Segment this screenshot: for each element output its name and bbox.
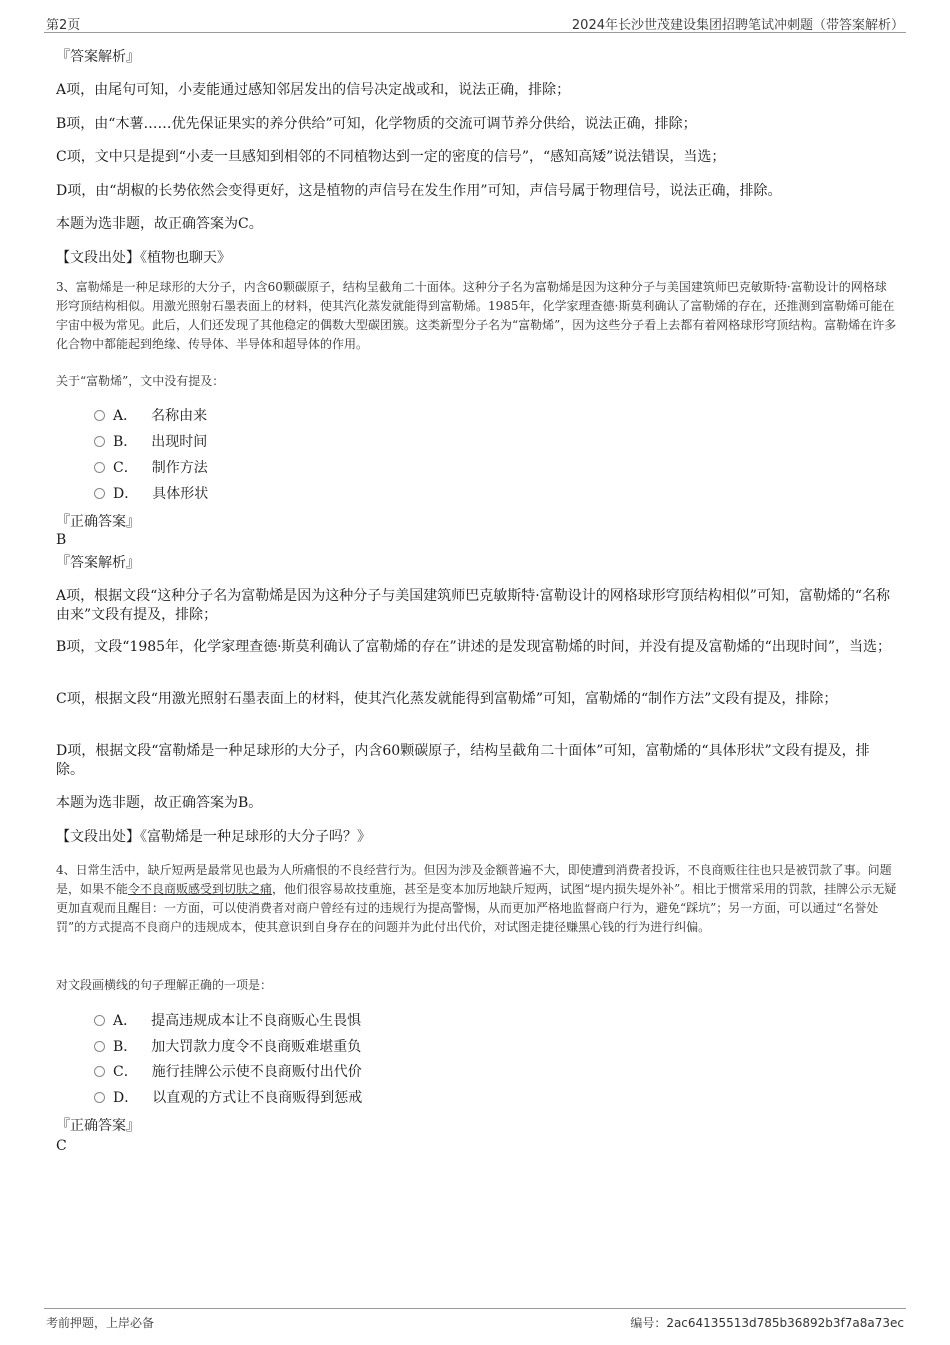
analysis-heading: 『答案解析』 [56,49,140,65]
analysis-line: B项，由“木薯……优先保证果实的养分供给”可知，化学物质的交流可调节养分供给，说法正确，排除； [56,116,697,132]
option-d[interactable]: D． 具体形状 [94,484,208,504]
radio-icon[interactable] [94,1041,105,1052]
radio-icon[interactable] [94,410,105,421]
analysis-heading: 『答案解析』 [56,555,140,571]
option-d[interactable]: D． 以直观的方式让不良商贩得到惩戒 [94,1088,362,1108]
answer-heading: 『正确答案』 [56,514,140,530]
analysis-line: D项，由“胡椒的长势依然会变得更好，这是植物的声信号在发生作用”可知，声信号属于物理信号，说法正确，排除。 [56,183,782,199]
option-b[interactable]: B． 出现时间 [94,432,207,452]
analysis-line: A项，根据文段“这种分子名为富勒烯是因为这种分子与美国建筑师巴克敏斯特·富勒设计的网格球形穹顶结构相似”可知，富勒烯的“名称由来”文段有提及，排除； [56,588,891,623]
analysis-line: C项，根据文段“用激光照射石墨表面上的材料，使其汽化蒸发就能得到富勒烯”可知，富勒烯的“制作方法”文段有提及，排除； [56,691,838,707]
page-number: 第2页 [46,18,81,33]
question-passage: 3、富勒烯是一种足球形的大分子，内含60颗碳原子，结构呈截角二十面体。这种分子名为富勒烯是因为这种分子与美国建筑师巴克敏斯特·富勒设计的网格球形穹顶结构相似。用激光照射石墨表面上的材料，使其汽化蒸发就能得到富勒烯。1985年，化学家理查德·斯莫利确认了富勒烯的存在，还推测到富勒烯可能在宇宙中极为常见。此后，人们还发现了其他稳定的偶数大型碳团簇。这类新型分子名为“富勒烯”，因为这些分子看上去都有着网格球形穹顶结构。富勒烯在许多化合物中都能起到绝缘、传导体、半导体和超导体的作用。 [56,280,897,351]
option-a[interactable]: A． 名称由来 [94,406,207,426]
page-header [44,12,906,33]
radio-icon[interactable] [94,1015,105,1026]
radio-icon[interactable] [94,488,105,499]
question-passage: 4、日常生活中，缺斤短两是最常见也最为人所痛恨的不良经营行为。但因为涉及金额普遍不大，即使遭到消费者投诉，不良商贩往往也只是被罚款了事。问题是，如果不能令不良商贩感受到切肤之痛，他们很容易故技重施，甚至是变本加厉地缺斤短两，试图“堤内损失堤外补”。相比于惯常采用的罚款，挂牌公示无疑更加直观而且醒目：一方面，可以使消费者对商户曾经有过的违规行为提高警惕，从而更加严格地监督商户行为，避免“踩坑”；另一方面，可以通过“名誉处罚”的方式提高不良商户的违规成本，使其意识到自身存在的问题并为此付出代价，对试图走捷径赚黑心钱的行为进行纠偏。 [56,863,897,934]
document-title: 2024年长沙世茂建设集团招聘笔试冲刺题（带答案解析） [571,18,904,33]
analysis-line: D项，根据文段“富勒烯是一种足球形的大分子，内含60颗碳原子，结构呈截角二十面体”可知，富勒烯的“具体形状”文段有提及，排除。 [56,743,870,778]
question-stem: 关于“富勒烯”，文中没有提及： [56,374,225,388]
radio-icon[interactable] [94,1092,105,1103]
option-c[interactable]: C． 施行挂牌公示使不良商贩付出代价 [94,1062,362,1082]
option-a[interactable]: A． 提高违规成本让不良商贩心生畏惧 [94,1011,361,1031]
radio-icon[interactable] [94,1066,105,1077]
analysis-line: C项，文中只是提到“小麦一旦感知到相邻的不同植物达到一定的密度的信号”，“感知高矮”说法错误，当选； [56,149,726,165]
answer-heading: 『正确答案』 [56,1118,140,1134]
analysis-line: B项，文段“1985年，化学家理查德·斯莫利确认了富勒烯的存在”讲述的是发现富勒烯的时间，并没有提及富勒烯的“出现时间”，当选； [56,639,891,655]
source-citation: 【文段出处】《富勒烯是一种足球形的大分子吗？》 [56,829,371,845]
underlined-sentence: 令不良商贩感受到切肤之痛 [128,882,273,896]
radio-icon[interactable] [94,436,105,447]
analysis-conclusion: 本题为选非题，故正确答案为C。 [56,216,263,232]
radio-icon[interactable] [94,462,105,473]
analysis-conclusion: 本题为选非题，故正确答案为B。 [56,795,263,811]
page-footer [44,1308,906,1329]
footer-slogan: 考前押题，上岸必备 [46,1316,155,1330]
question-stem: 对文段画横线的句子理解正确的一项是： [56,978,273,992]
analysis-line: A项，由尾句可知，小麦能通过感知邻居发出的信号决定战或和，说法正确，排除； [56,82,571,98]
option-b[interactable]: B． 加大罚款力度令不良商贩难堪重负 [94,1037,361,1057]
option-c[interactable]: C． 制作方法 [94,458,208,478]
source-citation: 【文段出处】《植物也聊天》 [56,250,231,266]
correct-answer: C [56,1138,67,1154]
correct-answer: B [56,532,67,548]
document-id: 编号：2ac64135513d785b36892b3f7a8a73ec [630,1316,904,1330]
